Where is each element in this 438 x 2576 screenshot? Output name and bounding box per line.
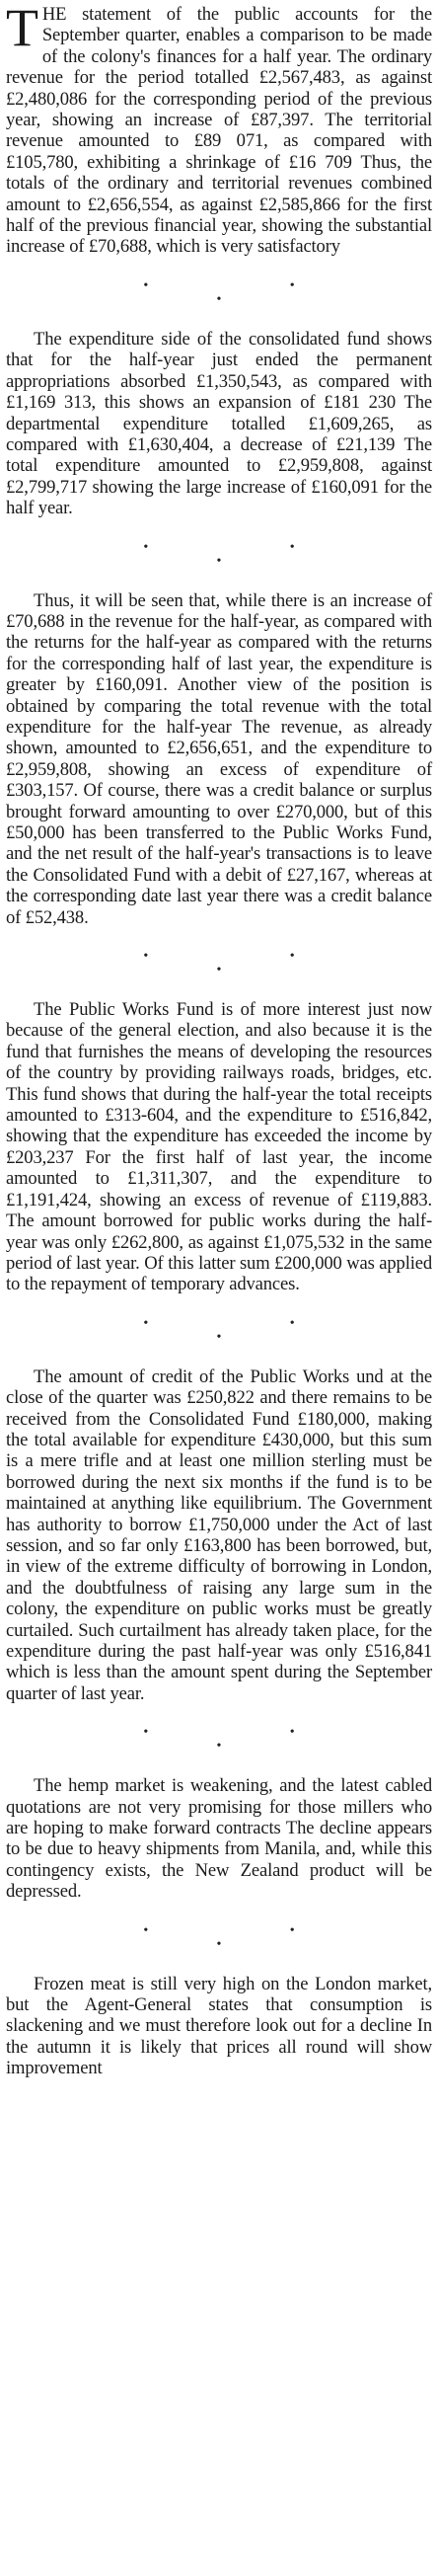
paragraph-text: HE statement of the public accounts for the September quarter, enables a comparison to be made of the colony's finances for a half year. The ordinary revenue for the period totalled £2,567,483, as against £2,480,086 for the corresponding period of the previous year, showing an increase of £87,397. The territorial revenue amounted to £89 071, as compared with £105,780, exhibiting a shrinkage of £16 709 Thus, the totals of the ordinary and territorial revenues combined amount to £2,656,554, as against £2,585,866 for the first half of the previous financial year, showing the substantial increase of £70,688, which is very satisfactory [6,4,432,258]
paragraph-public-works-credit: The amount of credit of the Public Works und at the close of the quarter was £250,822 and there remains to be received from the Consolidated Fund £180,000, making the total available for expenditure £430,000, but this sum is a mere trifle and at least one million sterling must be borrowed during the next six months if the fund is to be maintained at anything like equilibrium. The Government has authority to borrow £1,750,000 under the Act of last session, and so far only £163,800 has been borrowed, but, in view of the extreme difficulty of borrowing in London, and the doubtfulness of raising any large sum in the colony, the expenditure on public works must be greatly curtailed. Such curtailment has already taken place, for the expenditure during the past half-year was only £516,841 which is less than the amount spent during the September quarter of last year. [6,1366,432,1704]
paragraph-comparison: Thus, it will be seen that, while there is an increase of £70,688 in the revenue for the half-year, as compared with the returns for the half-year as compared with the returns for the corresponding half of last year, the expenditure is greater by £160,091. Another view of the position is obtained by comparing the total revenue with the total expenditure for the half-year The revenue, as already shown, amounted to £2,656,651, and the expenditure to £2,959,808, showing an excess of expenditure of £303,157. Of course, there was a credit balance or surplus brought forward amounting to over £270,000, but of this £50,000 has been transferred to the Public Works Fund, and the net result of the half-year's transactions is to leave the Consolidated Fund with a debit of £27,167, whereas at the corresponding date last year there was a credit balance of £52,438. [6,589,432,928]
paragraph-public-accounts [6,0,432,258]
section-separator: • • • [143,539,364,569]
section-separator: • • • [143,1922,364,1952]
paragraph-hemp-market: The hemp market is weakening, and the latest cabled quotations are not very promising for those millers who are hoping to make forward contracts The decline appears to be due to heavy shipments from Manila, and, while this contingency exists, the New Zealand product will be depressed. [6,1775,432,1903]
paragraph-public-works-fund: The Public Works Fund is of more interest just now because of the general election, and also because it is the fund that furnishes the means of developing the resources of the country by providing railways roads, bridges, etc. This fund shows that during the half-year the total receipts amounted to £313-604, and the expenditure to £516,842, showing that the expenditure has exceeded the income by £203,237 For the first half of last year, the income amounted to £1,311,307, and the expenditure to £1,191,424, showing an excess of revenue of £119,883. The amount borrowed for public works during the half-year was only £262,800, as against £1,075,532 in the same period of last year. Of this latter sum £200,000 was applied to the repayment of temporary advances. [6,999,432,1295]
section-separator: • • • [143,1315,364,1345]
section-separator: • • • [143,949,364,978]
section-separator: • • • [143,277,364,307]
paragraph-expenditure: The expenditure side of the consolidated fund shows that for the half-year just ended the permanent appropriations absorbed £1,350,543, as compared with £1,169 313, this shows an expansion of £181 230 The departmental expenditure totalled £1,609,265, as compared with £1,630,404, a decrease of £21,139 The total expenditure amounted to £2,959,808, against £2,799,717 showing the large increase of £160,091 for the half year. [6,328,432,519]
section-separator: • • • [143,1725,364,1755]
paragraph-frozen-meat: Frozen meat is still very high on the London market, but the Agent-General states that consumption is slackening and we must therefore look out for a decline In the autumn it is likely that prices all round will show improvement [6,1973,432,2079]
drop-cap: T [6,0,38,57]
